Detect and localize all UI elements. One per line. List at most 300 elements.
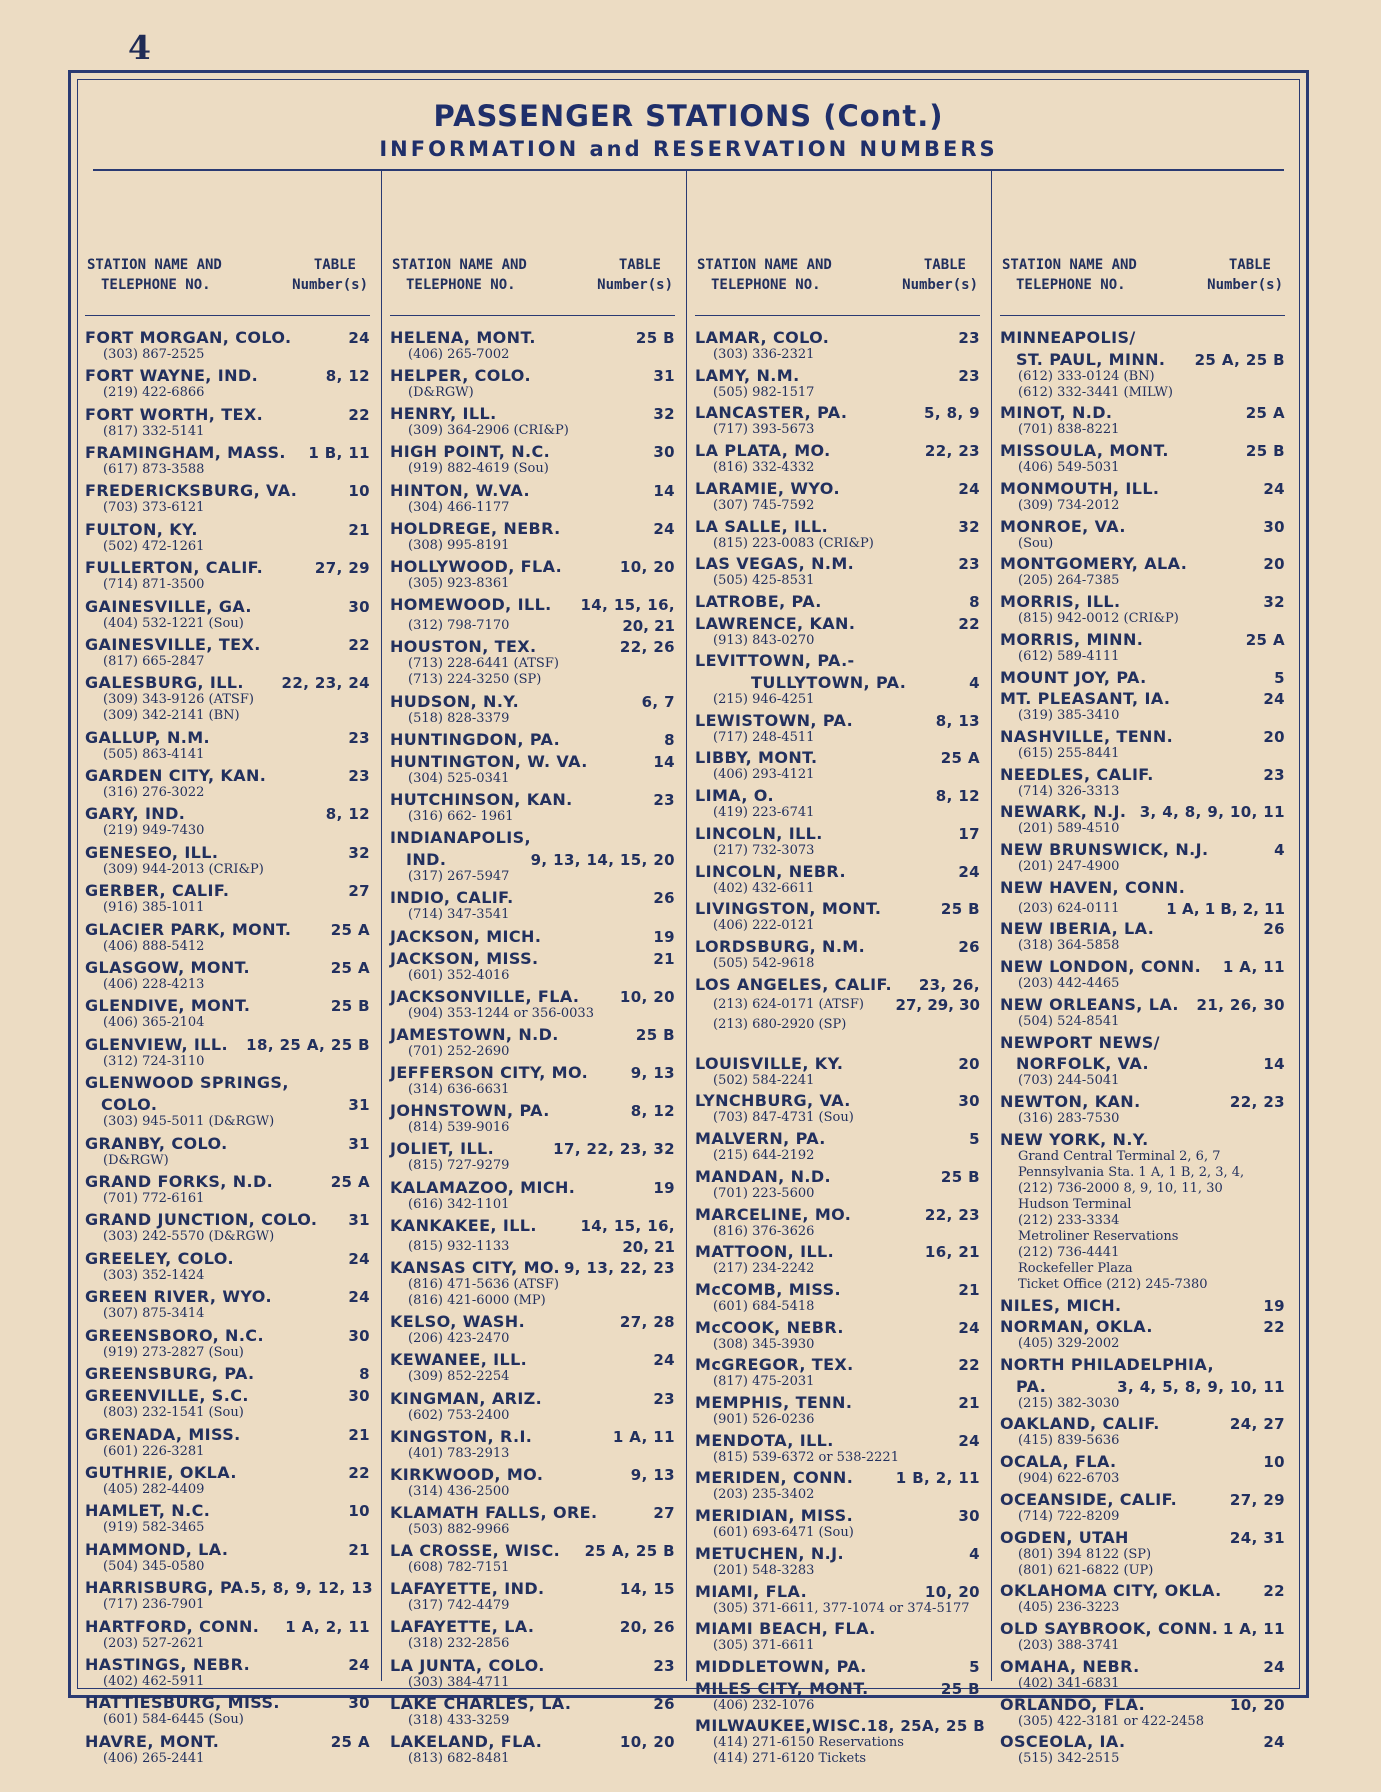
table-numbers: 17 (958, 824, 980, 843)
phone-number: (314) 436-2500 (408, 1483, 510, 1499)
station-entry (695, 1206, 980, 1240)
phone-number: (817) 475-2031 (713, 1374, 815, 1390)
station-entry (390, 829, 675, 847)
station-entry (1000, 1453, 1285, 1487)
station-name: LATROBE, PA. (695, 591, 822, 611)
station-name: MORRIS, ILL. (1000, 592, 1121, 612)
phone-number: (714) 326-3313 (1018, 783, 1120, 799)
station-entry (695, 1092, 980, 1126)
station-entry (85, 1733, 370, 1767)
station-name: HOUSTON, TEX. (390, 637, 537, 657)
station-entry (695, 674, 980, 708)
station-entry (390, 443, 675, 477)
table-numbers: 25 B (940, 900, 980, 919)
table-numbers: 5, 8, 9 (924, 404, 980, 423)
station-entry (85, 1096, 370, 1130)
station-name: GLASGOW, MONT. (85, 957, 251, 977)
station-name: NEW IBERIA, LA. (1000, 919, 1155, 939)
station-name: MEMPHIS, TENN. (695, 1393, 853, 1412)
station-entry (1000, 631, 1285, 665)
phone-number: (319) 385-3410 (1018, 708, 1120, 724)
station-name: FRAMINGHAM, MASS. (85, 443, 286, 463)
phone-number: (305) 923-8361 (408, 575, 510, 591)
station-name: MANDAN, N.D. (695, 1166, 832, 1186)
station-name: COLO. (101, 1095, 158, 1115)
table-numbers: 10, 20 (619, 1732, 675, 1751)
phone-number: (303) 336-2321 (713, 347, 815, 362)
phone-number: (203) 624-0111 (1018, 900, 1120, 916)
table-numbers: 4 (969, 1544, 980, 1563)
station-name: HIGH POINT, N.C. (390, 442, 551, 462)
station-name: NILES, MICH. (1000, 1295, 1122, 1315)
table-numbers: 4 (969, 674, 980, 692)
station-entry (85, 329, 370, 363)
station-entry (390, 558, 675, 592)
station-entry (1000, 329, 1285, 347)
station-entry (695, 1620, 980, 1654)
station-entry (390, 1259, 675, 1309)
column-divider (381, 171, 382, 1681)
table-numbers: 10 (1263, 1453, 1285, 1472)
table-numbers: 24 (1263, 1733, 1285, 1752)
table-numbers: 14, 15 (619, 1580, 675, 1599)
station-entry (695, 1716, 986, 1767)
phone-number: (916) 385-1011 (103, 900, 205, 916)
phone-number: (406) 265-2441 (103, 1750, 205, 1766)
station-entry (1000, 879, 1285, 897)
station-entry (390, 367, 675, 401)
station-name: HUNTINGDON, PA. (390, 729, 561, 749)
station-name: METUCHEN, N.J. (695, 1543, 844, 1563)
station-name: McCOMB, MISS. (695, 1279, 841, 1299)
table-numbers: 25 B (1245, 442, 1285, 461)
table-numbers: 20, 26 (619, 1618, 675, 1637)
header-divider (85, 315, 370, 316)
phone-number: (901) 526-0236 (713, 1412, 815, 1427)
station-name: LEVITTOWN, PA.- (695, 651, 855, 671)
phone-number: (307) 875-3414 (103, 1306, 205, 1322)
station-name: LYNCHBURG, VA. (695, 1091, 851, 1111)
table-numbers: 8, 12 (325, 805, 370, 824)
table-numbers: 8, 12 (630, 1102, 675, 1121)
station-entry (1000, 803, 1285, 837)
phone-number: (617) 873-3588 (103, 462, 205, 478)
station-name: GARDEN CITY, KAN. (85, 766, 267, 786)
station-name: LOS ANGELES, CALIF. (695, 974, 892, 994)
phone-number: (D&RGW) (408, 385, 474, 401)
phone-number: (913) 843-0270 (713, 632, 815, 648)
phone-number: (317) 267-5947 (408, 869, 510, 885)
table-numbers: 21 (958, 1394, 980, 1412)
table-numbers: 24 (958, 862, 980, 881)
phone-number: (406) 888-5412 (103, 938, 205, 954)
table-numbers: 27, 28 (619, 1313, 675, 1332)
table-numbers: 18, 25A, 25 B (866, 1717, 986, 1736)
station-name: NEWPORT NEWS/ (1000, 1032, 1160, 1052)
table-numbers: 14 (1263, 1055, 1285, 1074)
table-numbers: 14 (653, 481, 675, 500)
station-entry (85, 598, 370, 632)
station-entry (695, 404, 980, 438)
phone-number: (305) 371-6611 (713, 1638, 815, 1654)
table-numbers: 24 (958, 1431, 980, 1450)
table-numbers: 24 (653, 519, 675, 538)
table-numbers: 25 A, 25 B (1194, 350, 1285, 369)
phone-number: (205) 264-7385 (1018, 573, 1120, 589)
station-name: LA CROSSE, WISC. (390, 1541, 561, 1561)
header-divider (390, 315, 675, 316)
table-numbers: 1 A, 2, 11 (285, 1617, 370, 1636)
station-entry (1000, 1491, 1285, 1525)
station-entry (85, 1426, 370, 1460)
table-numbers: 5 (1274, 668, 1285, 687)
station-name: GRAND FORKS, N.D. (85, 1172, 274, 1192)
station-name: HOLDREGE, NEBR. (390, 518, 561, 538)
station-entry (390, 791, 675, 825)
phone-number: (303) 242-5570 (D&RGW) (103, 1229, 275, 1245)
table-numbers: 1 A, 11 (612, 1427, 675, 1446)
station-column (1000, 171, 1285, 1767)
table-numbers: 25 B (635, 329, 675, 347)
table-numbers: 30 (653, 443, 675, 462)
table-numbers: 8, 12 (325, 367, 370, 386)
station-name: MIAMI BEACH, FLA. (695, 1619, 876, 1639)
station-name: LAFAYETTE, IND. (390, 1579, 545, 1599)
station-name: HAMLET, N.C. (85, 1501, 211, 1521)
station-entry (695, 1281, 980, 1315)
station-name: KINGSTON, R.I. (390, 1426, 533, 1446)
phone-number: (919) 582-3465 (103, 1520, 205, 1536)
station-entry (390, 618, 675, 634)
phone-number: (406) 222-0121 (713, 918, 815, 934)
table-numbers: 25 A (330, 920, 370, 939)
station-entry (390, 405, 675, 439)
table-numbers: 21 (653, 949, 675, 968)
phone-number: Metroliner Reservations (1018, 1228, 1179, 1244)
phone-number: (308) 995-8191 (408, 537, 510, 553)
phone-number: (815) 942-0012 (CRI&P) (1018, 611, 1179, 627)
station-entry (390, 1695, 675, 1729)
table-numbers: 14, 15, 16, (580, 596, 675, 615)
station-entry (390, 1466, 675, 1500)
station-name: OGDEN, UTAH (1000, 1527, 1129, 1547)
station-name: GREENSBURG, PA. (85, 1363, 255, 1383)
phone-number: (309) 852-2254 (408, 1369, 510, 1385)
phone-number: (701) 223-5600 (713, 1185, 815, 1201)
station-name: LANCASTER, PA. (695, 403, 848, 423)
station-name: LAS VEGAS, N.M. (695, 554, 855, 574)
phone-number: (405) 236-3223 (1018, 1600, 1120, 1616)
column-header-table: TABLE Number(s) (292, 257, 368, 293)
station-entry (1000, 996, 1285, 1030)
station-entry (695, 442, 980, 476)
page-number: 4 (128, 28, 151, 67)
phone-number: (612) 589-4111 (1018, 648, 1120, 664)
station-name: GREEN RIVER, WYO. (85, 1287, 272, 1307)
table-numbers: 3, 4, 5, 8, 9, 10, 11 (1117, 1377, 1285, 1396)
station-column (390, 171, 675, 1766)
station-name: LINCOLN, ILL. (695, 823, 823, 843)
phone-number: (816) 421-6000 (MP) (408, 1293, 546, 1309)
table-numbers: 24 (348, 1655, 370, 1674)
station-name: HUDSON, N.Y. (390, 691, 520, 711)
phone-number: (502) 472-1261 (103, 538, 205, 554)
phone-number: (212) 736-4441 (1018, 1244, 1120, 1260)
station-entry (1000, 1034, 1285, 1052)
station-entry (1000, 1582, 1285, 1616)
station-entry (390, 1179, 675, 1213)
station-entry (695, 825, 980, 859)
phone-number: (601) 226-3281 (103, 1443, 205, 1459)
station-entry (85, 921, 370, 955)
station-entry (390, 1313, 675, 1347)
phone-number: (305) 371-6611, 377-1074 or 374-5177 (713, 1600, 970, 1616)
station-name: GREENSBORO, N.C. (85, 1325, 264, 1345)
station-entry (1000, 1356, 1285, 1374)
station-name: GERBER, CALIF. (85, 881, 230, 901)
table-numbers: 25 B (940, 1679, 980, 1698)
station-name: ORLANDO, FLA. (1000, 1694, 1146, 1714)
table-numbers: 22, 23 (1229, 1093, 1285, 1112)
station-entry (390, 596, 675, 614)
table-numbers: 25 A (330, 1173, 370, 1192)
table-numbers: 16, 21 (924, 1243, 980, 1262)
table-numbers: 17, 22, 23, 32 (553, 1140, 675, 1159)
station-name: MOUNT JOY, PA. (1000, 667, 1147, 687)
station-entry (390, 1026, 675, 1060)
table-numbers: 9, 13 (630, 1064, 675, 1083)
station-entry (390, 950, 675, 984)
station-name: NEW ORLEANS, LA. (1000, 994, 1179, 1014)
table-numbers: 27 (348, 882, 370, 901)
phone-number: Ticket Office (212) 245-7380 (1018, 1276, 1208, 1292)
table-numbers: 25 B (635, 1026, 675, 1044)
phone-number: (701) 252-2690 (408, 1044, 510, 1059)
phone-number: (201) 247-4900 (1018, 859, 1120, 875)
station-name: KELSO, WASH. (390, 1312, 526, 1332)
phone-number: (215) 946-4251 (713, 692, 815, 707)
phone-number: (815) 539-6372 or 538-2221 (713, 1449, 899, 1465)
table-numbers: 22, 26 (619, 638, 675, 657)
table-numbers: 24 (348, 1288, 370, 1307)
station-name: KIRKWOOD, MO. (390, 1464, 544, 1484)
station-entry (1000, 351, 1285, 401)
phone-number: (309) 343-9126 (ATSF) (103, 692, 254, 708)
station-entry (1000, 728, 1285, 762)
station-name: GLENVIEW, ILL. (85, 1034, 228, 1054)
table-numbers: 25 A (940, 749, 980, 768)
phone-number: (615) 255-8441 (1018, 746, 1120, 762)
station-entry (695, 555, 980, 589)
phone-number: (303) 867-2525 (103, 347, 205, 362)
station-entry (85, 805, 370, 839)
column-header-station: STATION NAME AND TELEPHONE NO. (392, 257, 527, 293)
station-name: FORT WAYNE, IND. (85, 366, 259, 386)
station-name: NORMAN, OKLA. (1000, 1317, 1153, 1337)
station-name: LA PLATA, MO. (695, 441, 831, 461)
table-numbers: 20 (958, 1054, 980, 1073)
phone-number: (717) 248-4511 (713, 729, 815, 745)
station-name: FORT WORTH, TEX. (85, 404, 264, 424)
station-name: NEWARK, N.J. (1000, 802, 1127, 822)
table-numbers: 23 (653, 1656, 675, 1675)
phone-number: (215) 644-2192 (713, 1148, 815, 1164)
table-numbers: 31 (348, 1134, 370, 1153)
station-name: OAKLAND, CALIF. (1000, 1414, 1160, 1434)
table-numbers: 10 (348, 482, 370, 501)
station-name: GALLUP, N.M. (85, 727, 211, 747)
station-name: GLACIER PARK, MONT. (85, 919, 292, 939)
table-numbers: 4 (1274, 841, 1285, 860)
phone-number: (203) 527-2621 (103, 1635, 205, 1651)
phone-number: (904) 353-1244 or 356-0033 (408, 1005, 594, 1021)
phone-number: (608) 782-7151 (408, 1560, 510, 1576)
table-numbers: 24 (1263, 479, 1285, 498)
station-name: MENDOTA, ILL. (695, 1430, 834, 1450)
table-numbers: 25 A (1245, 630, 1285, 649)
table-numbers: 1 B, 11 (308, 444, 370, 463)
table-numbers: 25 A (330, 1732, 370, 1751)
table-numbers: 22 (1263, 1318, 1285, 1337)
phone-number: (601) 693-6471 (Sou) (713, 1525, 854, 1541)
station-name: HASTINGS, NEBR. (85, 1654, 251, 1674)
station-name: HARTFORD, CONN. (85, 1616, 260, 1636)
station-name: NASHVILLE, TENN. (1000, 727, 1174, 747)
phone-number: (217) 732-3073 (713, 842, 815, 858)
station-entry (85, 1327, 370, 1361)
station-entry (1000, 442, 1285, 476)
station-entry (1000, 1415, 1285, 1449)
station-entry (85, 729, 370, 763)
table-numbers: 23 (958, 555, 980, 574)
phone-number: (213) 624-0171 (ATSF) (713, 997, 864, 1013)
table-numbers: 30 (1263, 517, 1285, 536)
phone-number: (217) 234-2242 (713, 1261, 815, 1277)
station-entry (1000, 593, 1285, 627)
station-entry (390, 1140, 675, 1174)
station-entry (85, 636, 370, 670)
table-numbers: 5, 8, 9, 12, 13 (250, 1579, 373, 1598)
phone-number: (703) 373-6121 (103, 500, 205, 516)
station-entry (695, 1583, 980, 1617)
station-name: LAWRENCE, KAN. (695, 613, 856, 633)
station-name: MT. PLEASANT, IA. (1000, 689, 1171, 709)
table-numbers: 8, 13 (935, 711, 980, 730)
table-numbers: 30 (348, 597, 370, 616)
station-name: LA JUNTA, COLO. (390, 1655, 545, 1675)
station-entry (390, 1102, 675, 1136)
station-name: GENESEO, ILL. (85, 842, 219, 862)
station-entry (695, 938, 980, 972)
station-name: ST. PAUL, MINN. (1016, 349, 1166, 369)
station-entry (695, 1168, 980, 1202)
phone-number: (602) 753-2400 (408, 1407, 510, 1423)
table-numbers: 3, 4, 8, 9, 10, 11 (1139, 803, 1285, 822)
table-numbers: 8 (359, 1364, 370, 1383)
station-name: MONTGOMERY, ALA. (1000, 554, 1188, 574)
station-entry (1000, 1131, 1285, 1293)
phone-number: (919) 882-4619 (Sou) (408, 461, 549, 477)
station-entry (1000, 920, 1285, 954)
station-entry (695, 863, 980, 897)
station-name: HOMEWOOD, ILL. (390, 595, 552, 615)
station-entry (390, 753, 675, 787)
station-name: MARCELINE, MO. (695, 1204, 852, 1224)
station-name: LEWISTOWN, PA. (695, 710, 854, 730)
station-name: LAMY, N.M. (695, 365, 800, 385)
phone-number: (206) 423-2470 (408, 1331, 510, 1347)
station-entry (85, 482, 370, 516)
station-entry (695, 518, 980, 552)
column-header-station: STATION NAME AND TELEPHONE NO. (697, 257, 832, 293)
station-entry (695, 1658, 980, 1676)
column-header-table: TABLE Number(s) (597, 257, 673, 293)
station-name: LIMA, O. (695, 786, 774, 806)
station-entry (85, 1541, 370, 1575)
table-numbers: 25 A (1245, 404, 1285, 423)
station-name: HATTIESBURG, MISS. (85, 1693, 280, 1713)
station-name: JOHNSTOWN, PA. (390, 1101, 550, 1121)
station-entry (85, 844, 370, 878)
station-entry (1000, 1529, 1285, 1579)
station-entry (1000, 1055, 1285, 1089)
table-numbers: 25 A (330, 958, 370, 977)
phone-number: Hudson Terminal (1018, 1196, 1132, 1212)
station-entry (1000, 1318, 1285, 1352)
station-column (85, 171, 373, 1766)
station-entry (695, 1469, 980, 1503)
station-entry (390, 928, 675, 946)
table-numbers: 22 (1263, 1582, 1285, 1601)
phone-number: (405) 282-4409 (103, 1482, 205, 1498)
phone-number: (201) 589-4510 (1018, 821, 1120, 837)
station-entry (1000, 1297, 1285, 1315)
station-name: HINTON, W.VA. (390, 480, 530, 500)
phone-number: (318) 232-2856 (408, 1636, 510, 1652)
station-name: LAMAR, COLO. (695, 328, 830, 347)
column-header-station: STATION NAME AND TELEPHONE NO. (87, 257, 222, 293)
station-name: LIBBY, MONT. (695, 748, 818, 768)
station-name: FULTON, KY. (85, 519, 198, 539)
station-entry (695, 1319, 980, 1353)
table-numbers: 23, 26, (918, 975, 980, 994)
station-entry (1000, 555, 1285, 589)
station-name: HAMMOND, LA. (85, 1539, 229, 1559)
station-entry (390, 1657, 675, 1691)
phone-number: (212) 233-3334 (1018, 1212, 1120, 1228)
phone-number: (309) 734-2012 (1018, 497, 1120, 513)
phone-number: (815) 932-1133 (408, 1238, 510, 1254)
phone-number: (703) 847-4731 (Sou) (713, 1110, 854, 1126)
phone-number: (309) 342-2141 (BN) (103, 708, 240, 724)
station-name: PA. (1016, 1376, 1047, 1396)
phone-number: (312) 798-7170 (408, 618, 510, 634)
phone-number: (405) 329-2002 (1018, 1336, 1120, 1352)
station-entry (85, 882, 370, 916)
station-name: IND. (406, 850, 447, 870)
station-entry (85, 997, 370, 1031)
table-numbers: 25 B (330, 997, 370, 1016)
table-numbers: 10, 20 (1229, 1695, 1285, 1714)
phone-number: (817) 665-2847 (103, 653, 205, 669)
table-numbers: 24, 27 (1229, 1415, 1285, 1434)
station-name: NEW YORK, N.Y. (1000, 1129, 1149, 1149)
station-name: KINGMAN, ARIZ. (390, 1388, 543, 1408)
table-numbers: 14 (653, 752, 675, 771)
station-entry (85, 1173, 370, 1207)
phone-number: (717) 236-7901 (103, 1597, 205, 1613)
header-divider (1000, 315, 1285, 316)
